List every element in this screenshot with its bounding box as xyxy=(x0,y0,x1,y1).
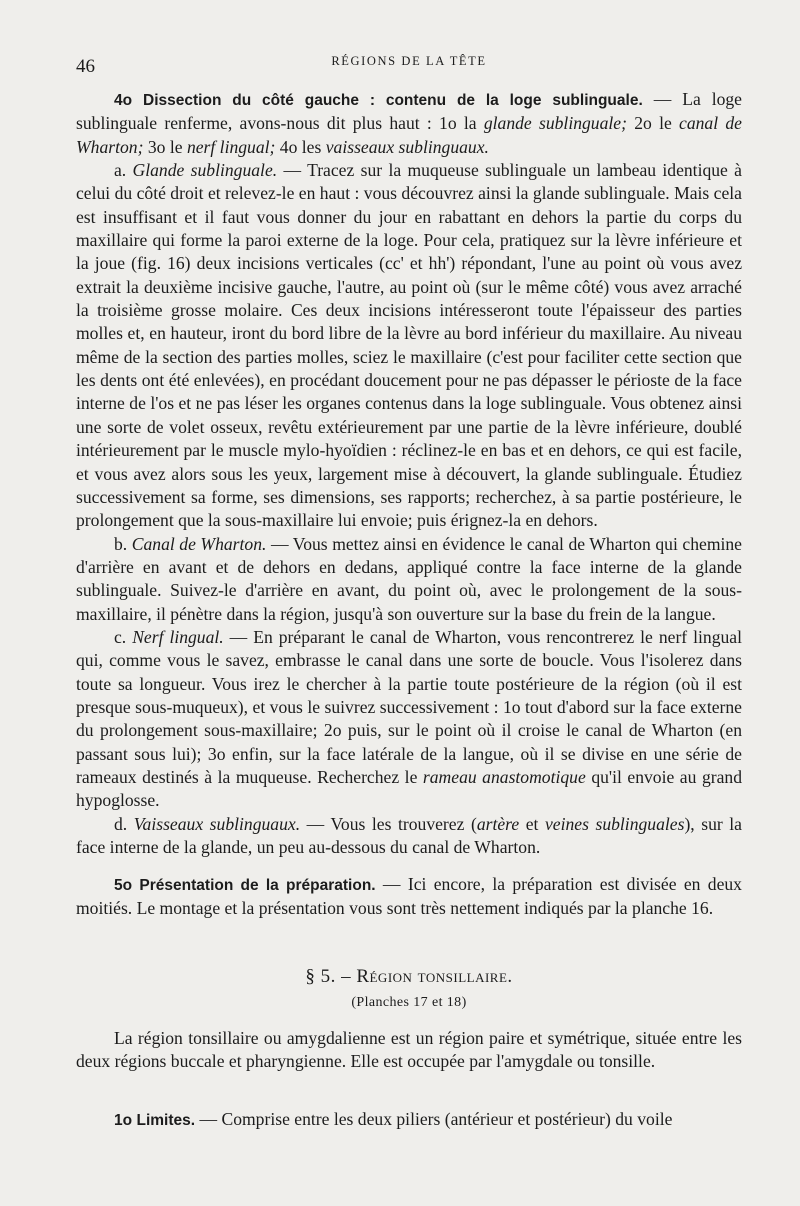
item-text: — Tracez sur la muqueuse sublinguale un lambeau identique à celui du côté droit et relevez-le en haut : vous découvrez ainsi la glande sublinguale. Mais cela est insuffisant et il faut vous donner du jour en rabattant en dehors la partie du corps du maxillaire qui forme la paroi externe de la loge. Pour cela, pratiquez sur la lèvre inférieure et la joue (fig. 16) deux incisions verticales (cc' et hh') répondant, l'une au point où vous avez extrait la deuxième incisive gauche, l'autre, au point où (sur le même côté) vous avez arraché la troisième grosse molaire. Ces deux incisions intéresseront toute l'épaisseur des parties molles et, en hauteur, iront du bord libre de la lèvre au bord inférieur du maxillaire. Au niveau même de la section des parties molles, sciez le maxillaire (c'est pour faciliter cette section que les dents ont été enlevées), en procédant doucement pour ne pas dépasser le périoste de la face interne de l'os et ne pas léser les organes contenus dans la loge sublinguale. Vous obtenez ainsi une sorte de volet osseux, revêtu extérieurement par une partie de la lèvre inférieure, doublé intérieurement par le muscle mylo-hyoïdien : réclinez-le en bas et en dehors, ce qui est facile, et vous avez alors sous les yeux, largement mise à découvert, la glande sublinguale. Étudiez successivement sa forme, ses dimensions, ses rapports; recherchez, à sa partie postérieure, le prolongement que la sous-maxillaire lui envoie; puis érignez-la en dehors. xyxy=(76,160,742,531)
limits-block xyxy=(76,1108,742,1132)
main-text-block xyxy=(76,88,742,859)
paragraph-text: — Comprise entre les deux piliers (antérieur et postérieur) du voile xyxy=(195,1109,673,1129)
item-label: c. xyxy=(114,626,133,647)
paragraph-vaisseaux-sublinguaux: d. Vaisseaux sublinguaux. — Vous les trouverez (artère et veines sublinguales), sur la face interne de la glande, un peu au-dessous du canal de Wharton. xyxy=(76,813,742,857)
paragraph-dissection-left-side: 4o Dissection du côté gauche : contenu de la loge sublinguale. — La loge sublinguale renferme, avons-nous dit plus haut : 1o la glande sublinguale; 2o le canal de Wharton; 3o le nerf lingual; 4o les vaisseaux sublinguaux. xyxy=(76,89,742,157)
item-title: Glande sublinguale. xyxy=(132,160,278,181)
section-title xyxy=(76,966,742,988)
section-intro-block xyxy=(76,1027,742,1074)
presentation-block xyxy=(76,873,742,921)
item-label: d. xyxy=(114,813,134,834)
heading-number: 4o xyxy=(114,92,133,109)
heading-number: 1o xyxy=(114,1112,133,1129)
section-name: Région tonsillaire. xyxy=(356,966,513,987)
heading-title: Dissection du côté gauche : contenu de la loge sublinguale. xyxy=(143,92,643,109)
paragraph-glande-sublinguale xyxy=(76,159,742,533)
section-subtitle: (Planches 17 et 18) xyxy=(351,995,467,1010)
heading-number: 5o xyxy=(114,877,133,894)
running-header xyxy=(76,50,742,76)
item-title: Nerf lingual. xyxy=(132,626,224,647)
paragraph-text: — Ici encore, la préparation est divisée en deux moitiés. Le montage et la présentation vous sont très nettement indiqués par la planche 16. xyxy=(76,874,742,919)
heading-title: Présentation de la préparation. xyxy=(139,877,376,894)
paragraph-canal-wharton xyxy=(76,533,742,626)
paragraph-limites xyxy=(76,1108,742,1132)
paragraph-section-intro: La région tonsillaire ou amygdalienne est un région paire et symétrique, située entre les deux régions buccale et pharyngienne. Elle est occupée par l'amygdale ou tonsille. xyxy=(76,1028,742,1072)
heading-title: Limites. xyxy=(136,1112,196,1129)
item-title: Vaisseaux sublinguaux. xyxy=(133,813,301,834)
paragraph-nerf-lingual: c. Nerf lingual. — En préparant le canal de Wharton, vous rencontrerez le nerf lingual qui, comme vous le savez, embrasse le canal dans une sorte de boucle. Vous l'isolerez dans toute sa longueur. Vous irez le chercher à la partie toute postérieure de la région (où il est presque sous-muqueux), et vous le suivrez successivement : 1o tout d'abord sur la face externe du prolongement sous-maxillaire; 2o puis, sur le point où il croise le canal de Wharton (en passant sous lui); 3o enfin, sur la face latérale de la langue, où il se divise en une série de rameaux destinés à la muqueuse. Recherchez le rameau anastomotique qu'il envoie au grand hypoglosse. xyxy=(76,626,742,811)
section-number: § 5. – xyxy=(305,966,357,987)
item-text: — Vous mettez ainsi en évidence le canal de Wharton qui chemine d'arrière en avant et de dehors en dedans, appliqué contre la face interne de la glande sublinguale. Suivez-le d'arrière en avant, du point où, avec le prolongement de la sous-maxillaire, il pénètre dans la région, jusqu'à son ouverture sur la base du frein de la langue. xyxy=(76,533,742,624)
item-title: Canal de Wharton. xyxy=(131,533,267,554)
page-number: 46 xyxy=(76,56,95,77)
paragraph-presentation xyxy=(76,873,742,921)
running-title: RÉGIONS DE LA TÊTE xyxy=(331,54,487,68)
item-label: b. xyxy=(114,533,132,554)
item-label: a. xyxy=(114,160,133,181)
